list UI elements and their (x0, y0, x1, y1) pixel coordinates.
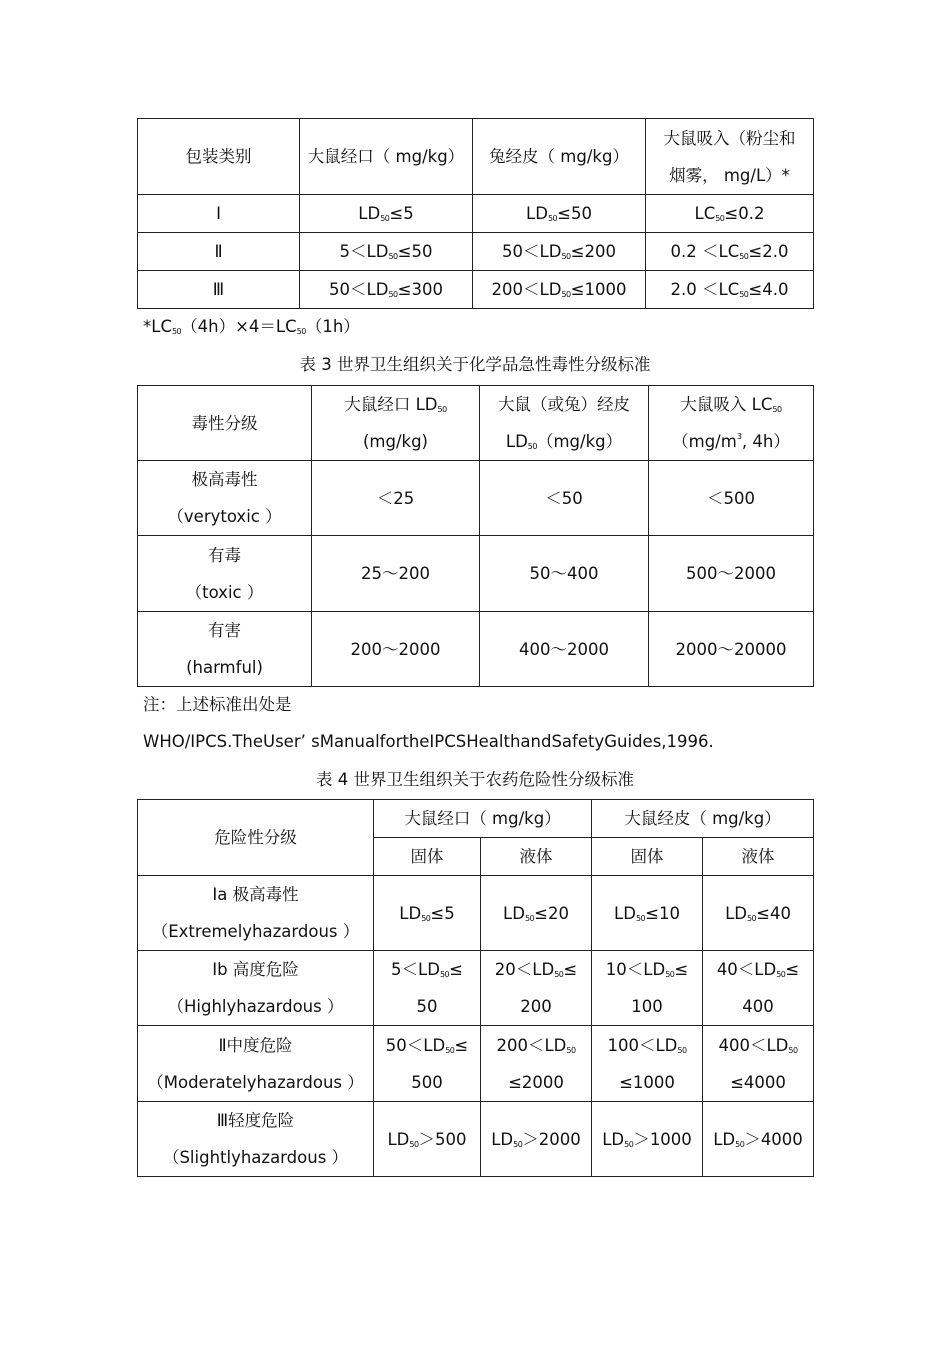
header-cell: 毒性分级 (138, 386, 312, 461)
header-cell: 兔经皮（ mg/kg） (473, 119, 646, 195)
class-cell: 有害 (harmful) (138, 612, 312, 687)
table-header-row (138, 119, 814, 195)
value-cell: 50～400 (480, 536, 649, 612)
value-cell: $200<LD_{50}\le 1000$ (473, 271, 646, 309)
value-cell: $200<LD_{50}$ ≤2000 (481, 1026, 592, 1102)
value-cell: 500～2000 (649, 536, 814, 612)
table-caption: 表 4 世界卫生组织关于农药危险性分级标准 (316, 770, 634, 789)
value-cell: 2000～20000 (649, 612, 814, 687)
value-cell: $10<LD_{50}\le$ 100 (592, 951, 703, 1026)
class-cell: Ⅲ轻度危险 （Slightlyhazardous ） (138, 1102, 374, 1177)
class-cell: Ia 极高毒性 （Extremelyhazardous ） (138, 876, 374, 951)
table-caption: 表 3 世界卫生组织关于化学品急性毒性分级标准 (299, 355, 651, 374)
header-cell: 大鼠经口 $LD_{50}$ (mg/kg) (312, 386, 480, 461)
value-cell: $0.2 <LC_{50}\le 2.0$ (646, 233, 814, 271)
value-cell: $50<LD_{50}\le$ 500 (374, 1026, 481, 1102)
table-row (138, 612, 814, 687)
value-cell: 25～200 (312, 536, 480, 612)
table-row (138, 1102, 814, 1177)
table-header-row (138, 386, 814, 461)
header-cell: 大鼠经口（ mg/kg） (300, 119, 473, 195)
class-cell: 极高毒性 （verytoxic ） (138, 461, 312, 536)
value-cell: $50<LD_{50}\le 300$ (300, 271, 473, 309)
value-cell: $LD_{50}\le 5$ (374, 876, 481, 951)
class-cell: Ⅲ (138, 271, 300, 309)
header-cell: 固体 (374, 838, 481, 876)
value-cell: $LD_{50}>500$ (374, 1102, 481, 1177)
table-row (138, 536, 814, 612)
value-cell: ＜25 (312, 461, 480, 536)
source-note: 注：上述标准出处是 (143, 695, 292, 714)
value-cell: 200～2000 (312, 612, 480, 687)
header-cell: 危险性分级 (138, 800, 374, 876)
header-cell: 大鼠（或兔）经皮 $LD_{50}(mg/kg)$ (480, 386, 649, 461)
header-cell: 大鼠经皮（ mg/kg） (592, 800, 814, 838)
value-cell: $LD_{50}\le 10$ (592, 876, 703, 951)
value-cell: $LD_{50}>2000$ (481, 1102, 592, 1177)
table-row (138, 876, 814, 951)
table-row (138, 951, 814, 1026)
value-cell: $LD_{50}\le 50$ (473, 195, 646, 233)
value-cell: $2.0 <LC_{50}\le 4.0$ (646, 271, 814, 309)
table-row (138, 271, 814, 309)
header-cell: 大鼠经口（ mg/kg） (374, 800, 592, 838)
source-citation: WHO/IPCS.TheUser’ sManualfortheIPCSHealthandSafetyGuides,1996. (143, 732, 714, 751)
chemical-toxicity-table (137, 385, 814, 687)
table-row (138, 195, 814, 233)
class-cell: 有毒 （toxic ） (138, 536, 312, 612)
value-cell: $LD_{50}\le 20$ (481, 876, 592, 951)
value-cell: $LD_{50}>4000$ (703, 1102, 814, 1177)
value-cell: ＜500 (649, 461, 814, 536)
value-cell: $LC_{50}\le 0.2$ (646, 195, 814, 233)
header-cell: 大鼠吸入（粉尘和 烟雾， mg/L）* (646, 119, 814, 195)
value-cell: $400<LD_{50}$ ≤4000 (703, 1026, 814, 1102)
class-cell: Ib 高度危险 （Highlyhazardous ） (138, 951, 374, 1026)
value-cell: $LD_{50}>1000$ (592, 1102, 703, 1177)
class-cell: Ⅰ (138, 195, 300, 233)
header-cell: 固体 (592, 838, 703, 876)
value-cell: $40<LD_{50}\le$ 400 (703, 951, 814, 1026)
header-cell: 大鼠吸入 $LC_{50}$ （$mg/m^3$, 4h） (649, 386, 814, 461)
header-cell: 包装类别 (138, 119, 300, 195)
header-cell: 液体 (481, 838, 592, 876)
value-cell: ＜50 (480, 461, 649, 536)
table-header-row (138, 800, 814, 838)
footnote: $*LC_{50}(4h)\times 4=LC_{50}(1h)$ (143, 317, 360, 336)
class-cell: Ⅱ中度危险 （Moderatelyhazardous ） (138, 1026, 374, 1102)
value-cell: $5<LD_{50}\le$ 50 (374, 951, 481, 1026)
table-row (138, 461, 814, 536)
value-cell: $100<LD_{50}$ ≤1000 (592, 1026, 703, 1102)
value-cell: $LD_{50}\le 5$ (300, 195, 473, 233)
value-cell: $LD_{50}\le 40$ (703, 876, 814, 951)
header-cell: 液体 (703, 838, 814, 876)
class-cell: Ⅱ (138, 233, 300, 271)
value-cell: 400～2000 (480, 612, 649, 687)
table-row (138, 1026, 814, 1102)
value-cell: $5<LD_{50}\le 50$ (300, 233, 473, 271)
pesticide-hazard-table (137, 799, 814, 1177)
value-cell: $20<LD_{50}\le$ 200 (481, 951, 592, 1026)
packaging-class-table (137, 118, 814, 309)
table-row (138, 233, 814, 271)
value-cell: $50<LD_{50}\le 200$ (473, 233, 646, 271)
